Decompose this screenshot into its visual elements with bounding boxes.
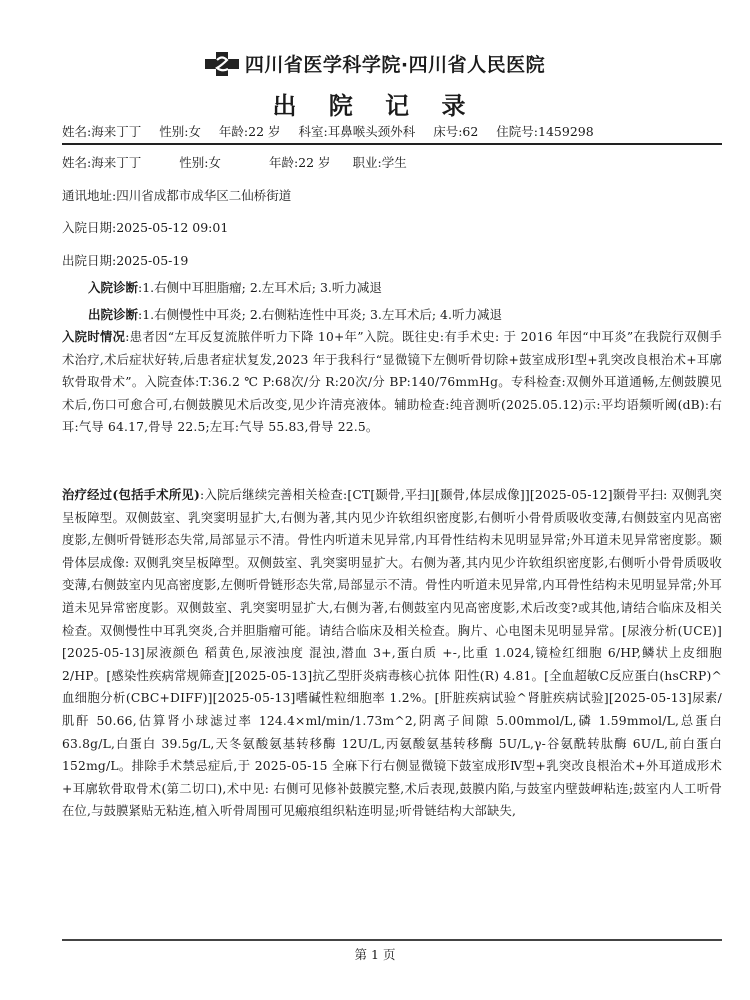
hospital-header — [0, 50, 750, 77]
page-number: 第 1 页 — [354, 947, 396, 962]
document-title: 出 院 记 录 — [272, 91, 478, 120]
admission-status-section — [62, 326, 722, 439]
patient-gender: 性别:女 — [159, 124, 201, 139]
footer-divider — [62, 939, 722, 941]
patient-department: 科室:耳鼻喉头颈外科 — [298, 124, 416, 139]
admission-diagnosis-label: 入院诊断 — [88, 280, 139, 295]
patient-name: 姓名:海来丁丁 — [62, 124, 142, 139]
treatment-label: 治疗经过(包括手术所见) — [62, 487, 201, 502]
discharge-diagnosis-text: :1.右侧慢性中耳炎; 2.右侧粘连性中耳炎; 3.左耳术后; 4.听力减退 — [138, 307, 502, 322]
treatment-text: :入院后继续完善相关检查:[CT[颞骨,平扫][颞骨,体层成像]][2025-05-12]颞骨平扫: 双侧乳突呈板障型。双侧鼓室、乳突窦明显扩大,右侧为著,其内见少许软组织密度影,右侧听小骨骨质吸收变薄,右侧鼓室内见高密度影,左侧听骨链形态失常,局部显示不清。骨性内听道未见异常,内耳骨性结构未见明显异常;外耳道未见异常密度影。颞骨体层成像: 双侧乳突呈板障型。双侧鼓室、乳突窦明显扩大。右侧为著,其内见少许软组织密度影,右侧听小骨骨质吸收变薄,右侧鼓室内见高密度影,左侧听骨链形态失常,局部显示不清。骨性内听道未见异常,内耳骨性结构未见明显异常;外耳道未见异常密度影。双侧鼓室、乳突窦明显扩大,右侧为著,右侧鼓室内见高密度影,术后改变?或其他,请结合临床及相关检查。双侧慢性中耳乳突炎,合并胆脂瘤可能。请结合临床及相关检查。胸片、心电图未见明显异常。[尿液分析(UCE)][2025-05-13]尿液颜色 稻黄色,尿液浊度 混浊,潜血 3+,蛋白质 +-,比重 1.024,镜检红细胞 6/HP,鳞状上皮细胞 2/HP。[感染性疾病常规筛查][2025-05-13]抗乙型肝炎病毒核心抗体 阳性(R) 4.81。[全血超敏C反应蛋白(hsCRP)^血细胞分析(CBC+DIFF)][2025-05-13]嗜碱性粒细胞率 1.2%。[肝脏疾病试验^肾脏疾病试验][2025-05-13]尿素/肌酐 50.66,估算肾小球滤过率 124.4×ml/min/1.73m^2,阴离子间隙 5.00mmol/L,磷 1.59mmol/L,总蛋白 63.8g/L,白蛋白 39.5g/L,天冬氨酸氨基转移酶 12U/L,丙氨酸氨基转移酶 5U/L,γ-谷氨酰转肽酶 6U/L,前白蛋白 152mg/L。排除手术禁忌症后,于 2025-05-15 全麻下行右侧显微镜下鼓室成形Ⅳ型+乳突改良根治术+外耳道成形术+耳廓软骨取骨术(第二切口),术中见: 右侧可见修补鼓膜完整,术后表现,鼓膜内陷,与鼓室内壁鼓岬粘连;鼓室内人工听骨在位,与鼓膜紧贴无粘连,植入听骨周围可见瘢痕组织粘连明显;听骨链结构大部缺失, — [62, 488, 722, 819]
address-row: 通讯地址:四川省成都市成华区二仙桥街道 — [62, 188, 292, 203]
info-gender: 性别:女 — [179, 155, 221, 170]
discharge-diagnosis-label: 出院诊断 — [88, 307, 139, 322]
info-occupation: 职业:学生 — [352, 155, 407, 170]
patient-inpatient-no: 住院号:1459298 — [496, 124, 594, 139]
admission-status-text: :患者因“左耳反复流脓伴听力下降 10+年”入院。既往史:有手术史: 于 2016 年因“中耳炎”在我院行双侧手术治疗,术后症状好转,后患者症状复发,2023 年于我科行“显微镜下左侧听骨切除+鼓室成形Ⅰ型+乳突改良根治术+耳廓软骨取骨术”。入院查体:T:36.2 ℃ P:68次/分 R:20次/分 BP:140/76mmHg。专科检查:双侧外耳道通畅,左侧鼓膜见术后,伤口可愈合可,右侧鼓膜见术后改变,见少许清亮液体。辅助检查:纯音测听(2025.05.12)示:平均语频听阈(dB):右耳:气导 64.17,骨导 22.5;左耳:气导 55.83,骨导 22.5。 — [62, 330, 722, 435]
admission-status-label: 入院时情况 — [62, 329, 126, 344]
admission-diagnosis-text: :1.右侧中耳胆脂瘤; 2.左耳术后; 3.听力减退 — [138, 280, 382, 295]
hospital-name: 四川省医学科学院·四川省人民医院 — [244, 54, 546, 76]
patient-age: 年龄:22 岁 — [218, 124, 281, 139]
info-age: 年龄:22 岁 — [268, 155, 331, 170]
treatment-section — [62, 484, 722, 823]
hospital-cross-logo-icon — [205, 52, 239, 76]
discharge-diagnosis — [88, 305, 502, 323]
admission-diagnosis — [88, 278, 382, 296]
patient-header-bar — [62, 122, 722, 145]
admission-date: 入院日期:2025-05-12 09:01 — [62, 220, 229, 235]
basic-info-row — [62, 153, 407, 171]
patient-bed: 床号:62 — [433, 124, 479, 139]
discharge-date: 出院日期:2025-05-19 — [62, 253, 189, 268]
info-name: 姓名:海来丁丁 — [62, 155, 142, 170]
